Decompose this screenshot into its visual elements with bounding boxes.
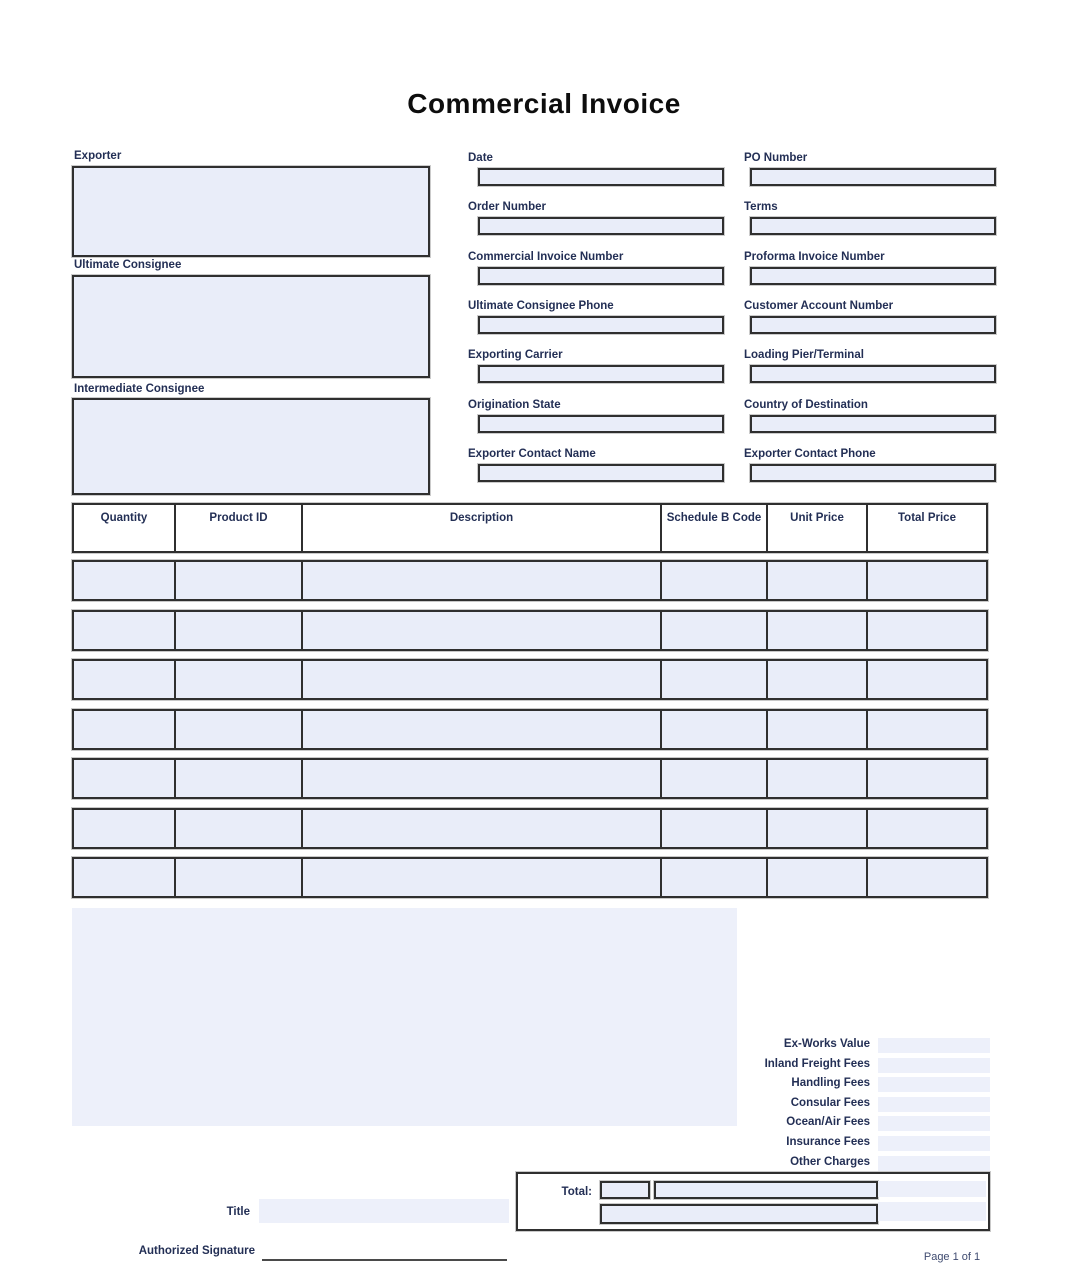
total-value-strip-1[interactable]	[878, 1181, 986, 1197]
customer-account-number-label: Customer Account Number	[744, 300, 894, 312]
item-row-1	[72, 560, 988, 601]
item-row-3	[72, 659, 988, 700]
item-cell-row6-unit-price[interactable]	[768, 810, 868, 847]
commercial-invoice-number-label: Commercial Invoice Number	[468, 251, 624, 263]
column-header-quantity: Quantity	[74, 505, 176, 551]
item-cell-row5-quantity[interactable]	[74, 760, 176, 797]
item-cell-row5-schedule-b-code[interactable]	[662, 760, 768, 797]
item-row-2	[72, 610, 988, 651]
origination-state-field[interactable]	[478, 415, 724, 433]
item-cell-row5-total-price[interactable]	[868, 760, 986, 797]
notes-box[interactable]	[72, 908, 737, 1126]
country-of-destination-label: Country of Destination	[744, 399, 868, 411]
item-cell-row6-quantity[interactable]	[74, 810, 176, 847]
other-charges-label: Other Charges	[790, 1156, 870, 1168]
item-cell-row1-total-price[interactable]	[868, 562, 986, 599]
exporting-carrier-field[interactable]	[478, 365, 724, 383]
item-cell-row7-schedule-b-code[interactable]	[662, 859, 768, 896]
exporter-contact-name-label: Exporter Contact Name	[468, 448, 596, 460]
item-cell-row3-description[interactable]	[303, 661, 662, 698]
item-cell-row4-product-id[interactable]	[176, 711, 303, 748]
item-cell-row1-product-id[interactable]	[176, 562, 303, 599]
item-cell-row2-quantity[interactable]	[74, 612, 176, 649]
commercial-invoice-number-field[interactable]	[478, 267, 724, 285]
consular-fees-label: Consular Fees	[790, 1097, 870, 1109]
ultimate-consignee-phone-field[interactable]	[478, 316, 724, 334]
item-cell-row2-description[interactable]	[303, 612, 662, 649]
item-cell-row6-description[interactable]	[303, 810, 662, 847]
column-header-total-price: Total Price	[898, 512, 956, 524]
exporter-contact-phone-label: Exporter Contact Phone	[744, 448, 876, 460]
item-row-4	[72, 709, 988, 750]
exporting-carrier-label: Exporting Carrier	[468, 349, 563, 361]
ex-works-value-label: Ex-Works Value	[783, 1038, 870, 1050]
total-secondary-field[interactable]	[600, 1204, 878, 1224]
country-of-destination-field[interactable]	[750, 415, 996, 433]
loading-pier-terminal-field[interactable]	[750, 365, 996, 383]
item-cell-row2-schedule-b-code[interactable]	[662, 612, 768, 649]
consular-fees-field[interactable]	[878, 1097, 990, 1112]
item-cell-row3-schedule-b-code[interactable]	[662, 661, 768, 698]
exporter-contact-name-field[interactable]	[478, 464, 724, 482]
ultimate-consignee-box[interactable]	[72, 275, 430, 378]
item-cell-row2-unit-price[interactable]	[768, 612, 868, 649]
insurance-fees-label: Insurance Fees	[786, 1136, 870, 1148]
po-number-field[interactable]	[750, 168, 996, 186]
title-label: Title	[226, 1206, 250, 1218]
exporter-contact-phone-field[interactable]	[750, 464, 996, 482]
inland-freight-fees-label: Inland Freight Fees	[764, 1058, 870, 1070]
loading-pier-terminal-label: Loading Pier/Terminal	[744, 349, 864, 361]
ocean-air-fees-label: Ocean/Air Fees	[786, 1116, 870, 1128]
item-cell-row1-unit-price[interactable]	[768, 562, 868, 599]
order-number-label: Order Number	[468, 201, 546, 213]
terms-field[interactable]	[750, 217, 996, 235]
item-cell-row6-product-id[interactable]	[176, 810, 303, 847]
column-header-schedule-b-code: Schedule B Code	[662, 505, 768, 551]
item-cell-row3-total-price[interactable]	[868, 661, 986, 698]
item-cell-row5-description[interactable]	[303, 760, 662, 797]
item-cell-row3-quantity[interactable]	[74, 661, 176, 698]
item-cell-row1-description[interactable]	[303, 562, 662, 599]
item-cell-row2-product-id[interactable]	[176, 612, 303, 649]
total-value-strip-2[interactable]	[878, 1202, 986, 1221]
other-charges-field[interactable]	[878, 1156, 990, 1171]
inland-freight-fees-field[interactable]	[878, 1058, 990, 1073]
item-cell-row3-unit-price[interactable]	[768, 661, 868, 698]
total-label: Total:	[561, 1186, 592, 1198]
item-cell-row1-schedule-b-code[interactable]	[662, 562, 768, 599]
total-amount-field[interactable]	[654, 1181, 878, 1199]
item-cell-row1-quantity[interactable]	[74, 562, 176, 599]
ocean-air-fees-field[interactable]	[878, 1116, 990, 1131]
item-row-6	[72, 808, 988, 849]
total-currency-field[interactable]	[600, 1181, 650, 1199]
page-indicator: Page 1 of 1	[923, 1251, 981, 1263]
item-cell-row3-product-id[interactable]	[176, 661, 303, 698]
item-cell-row2-total-price[interactable]	[868, 612, 986, 649]
title-field[interactable]	[259, 1199, 509, 1223]
item-row-7	[72, 857, 988, 898]
intermediate-consignee-label: Intermediate Consignee	[74, 383, 205, 395]
exporter-label: Exporter	[74, 150, 122, 162]
item-cell-row7-unit-price[interactable]	[768, 859, 868, 896]
date-field[interactable]	[478, 168, 724, 186]
ex-works-value-field[interactable]	[878, 1038, 990, 1053]
items-table-header	[72, 503, 988, 553]
insurance-fees-field[interactable]	[878, 1136, 990, 1151]
intermediate-consignee-box[interactable]	[72, 398, 430, 495]
ultimate-consignee-phone-label: Ultimate Consignee Phone	[468, 300, 614, 312]
item-cell-row4-unit-price[interactable]	[768, 711, 868, 748]
item-cell-row4-quantity[interactable]	[74, 711, 176, 748]
item-cell-row6-total-price[interactable]	[868, 810, 986, 847]
item-cell-row7-product-id[interactable]	[176, 859, 303, 896]
proforma-invoice-number-label: Proforma Invoice Number	[744, 251, 885, 263]
handling-fees-field[interactable]	[878, 1077, 990, 1092]
order-number-field[interactable]	[478, 217, 724, 235]
exporter-box[interactable]	[72, 166, 430, 257]
origination-state-label: Origination State	[468, 399, 561, 411]
handling-fees-label: Handling Fees	[791, 1077, 870, 1089]
item-cell-row7-quantity[interactable]	[74, 859, 176, 896]
column-header-unit-price: Unit Price	[768, 505, 868, 551]
date-label: Date	[468, 152, 493, 164]
item-cell-row5-unit-price[interactable]	[768, 760, 868, 797]
proforma-invoice-number-field[interactable]	[750, 267, 996, 285]
customer-account-number-field[interactable]	[750, 316, 996, 334]
po-number-label: PO Number	[744, 152, 808, 164]
item-cell-row4-schedule-b-code[interactable]	[662, 711, 768, 748]
item-cell-row7-description[interactable]	[303, 859, 662, 896]
column-header-product-id: Product ID	[176, 505, 303, 551]
ultimate-consignee-label: Ultimate Consignee	[74, 259, 182, 271]
item-cell-row5-product-id[interactable]	[176, 760, 303, 797]
item-cell-row4-total-price[interactable]	[868, 711, 986, 748]
column-header-description: Description	[303, 505, 662, 551]
page-title: Commercial Invoice	[407, 88, 681, 119]
authorized-signature-label: Authorized Signature	[138, 1245, 255, 1257]
signature-line[interactable]	[262, 1259, 507, 1261]
item-cell-row6-schedule-b-code[interactable]	[662, 810, 768, 847]
item-cell-row7-total-price[interactable]	[868, 859, 986, 896]
item-cell-row4-description[interactable]	[303, 711, 662, 748]
terms-label: Terms	[744, 201, 778, 213]
item-row-5	[72, 758, 988, 799]
